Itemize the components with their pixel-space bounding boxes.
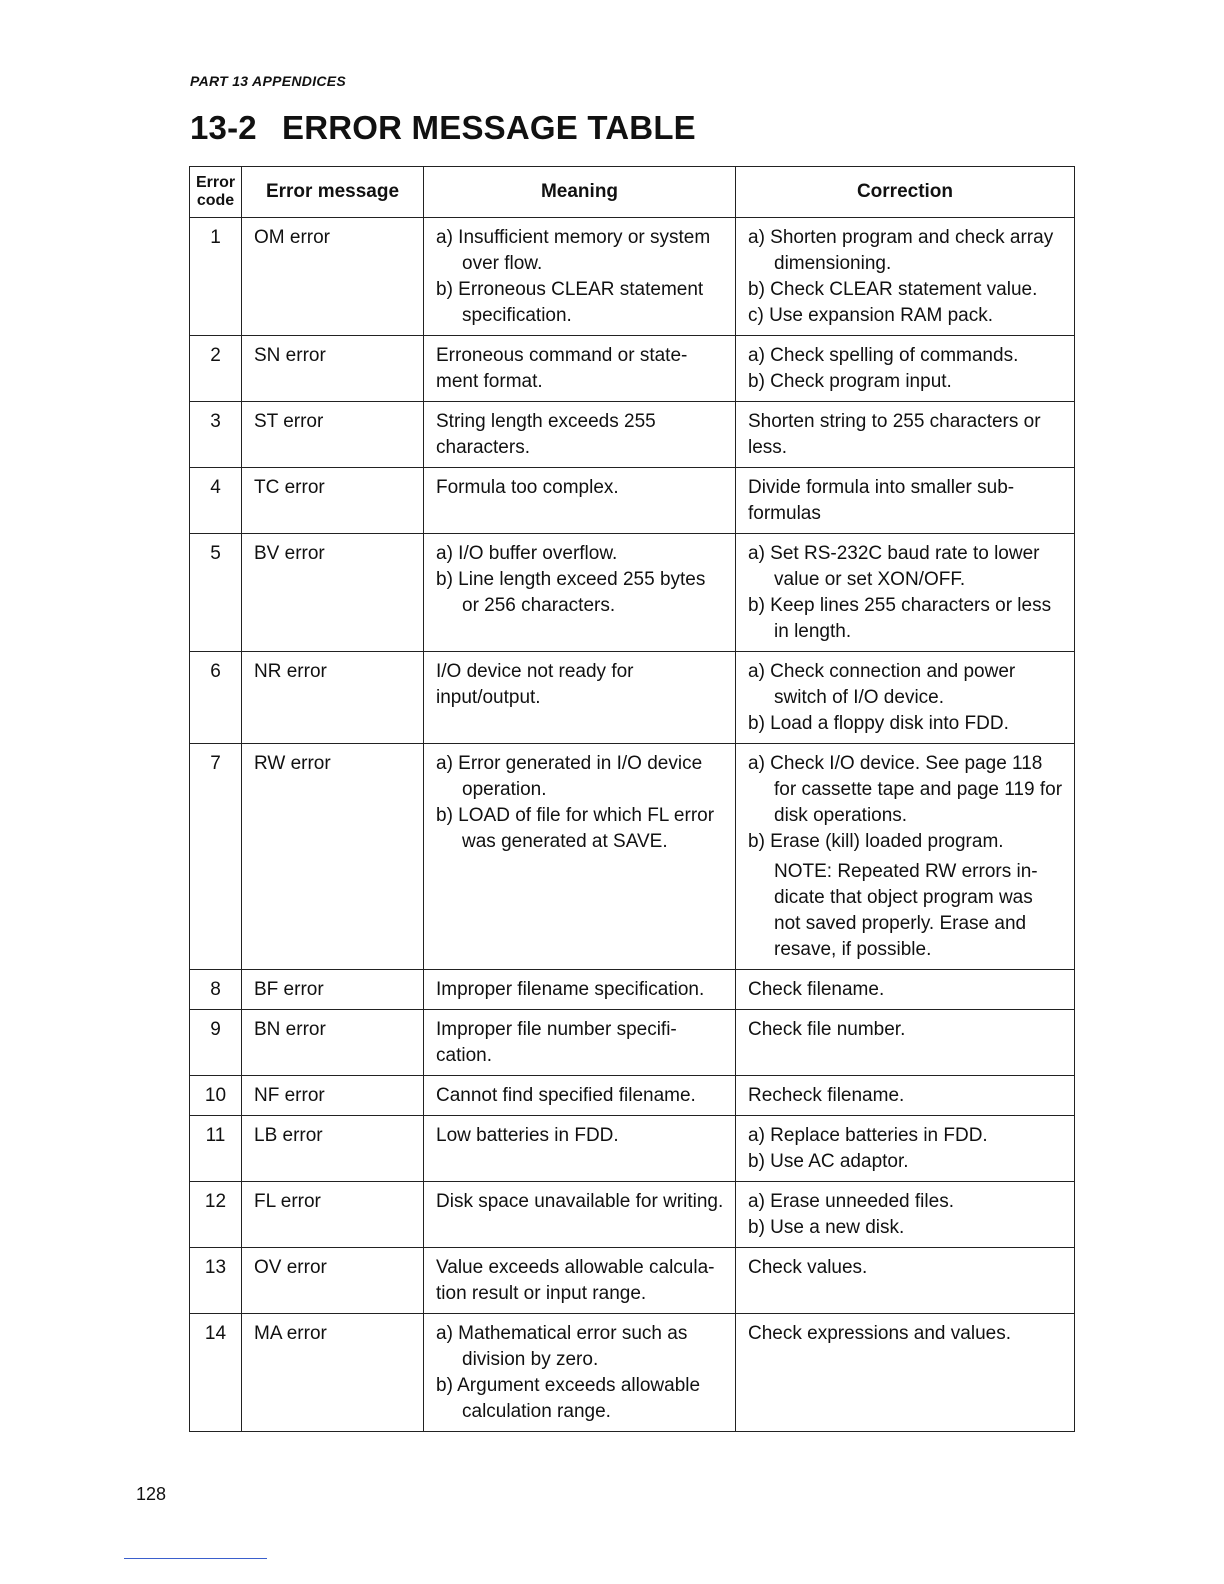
list-item: a) Check connection and power switch of I/O device.: [748, 661, 1016, 708]
error-code: 2: [190, 336, 242, 402]
list-item: Low batteries in FDD.: [436, 1125, 619, 1146]
error-message: ST error: [242, 402, 424, 468]
list-item: Check file number.: [748, 1019, 906, 1040]
list-item: b) Check CLEAR statement value.: [748, 279, 1038, 300]
table-body: [190, 218, 1075, 1432]
correction-cell: [736, 1010, 1075, 1076]
table-row: [190, 1182, 1075, 1248]
list-item: a) Set RS-232C baud rate to lower value or set XON/OFF.: [748, 543, 1040, 590]
list-item: a) I/O buffer overflow.: [436, 543, 618, 564]
meaning-cell: [424, 1182, 736, 1248]
correction-cell: [736, 1248, 1075, 1314]
meaning-cell: [424, 1314, 736, 1432]
list-item: Recheck filename.: [748, 1085, 905, 1106]
part-header: PART 13 APPENDICES: [190, 73, 347, 89]
page-number: 128: [136, 1484, 167, 1504]
list-item: Value exceeds allowable calcula-tion result or input range.: [436, 1257, 715, 1304]
list-item: c) Use expansion RAM pack.: [748, 305, 993, 326]
error-message: SN error: [242, 336, 424, 402]
list-item: a) Mathematical error such as division by zero.: [436, 1323, 688, 1370]
error-message: OM error: [242, 218, 424, 336]
error-message: RW error: [242, 744, 424, 970]
list-item: a) Shorten program and check array dimensioning.: [748, 227, 1054, 274]
table-row: [190, 1248, 1075, 1314]
list-item: b) Load a floppy disk into FDD.: [748, 713, 1009, 734]
list-item: Shorten string to 255 characters or less.: [748, 411, 1041, 458]
correction-cell-list: [748, 541, 1064, 645]
correction-cell: [736, 1116, 1075, 1182]
list-item: Check values.: [748, 1257, 868, 1278]
meaning-cell: [424, 1116, 736, 1182]
meaning-cell: [424, 744, 736, 970]
table-header-row: [190, 167, 1075, 218]
error-code: 13: [190, 1248, 242, 1314]
table-row: [190, 336, 1075, 402]
table-row: [190, 1314, 1075, 1432]
list-item: b) Check program input.: [748, 371, 952, 392]
list-item: a) Error generated in I/O device operation.: [436, 753, 703, 800]
list-item: b) Use AC adaptor.: [748, 1151, 909, 1172]
correction-cell: [736, 1076, 1075, 1116]
list-item: Disk space unavailable for writing.: [436, 1191, 724, 1212]
meaning-cell-list: [436, 343, 725, 395]
error-message: BV error: [242, 534, 424, 652]
table-row: [190, 468, 1075, 534]
list-item: Improper filename specification.: [436, 979, 705, 1000]
correction-cell: [736, 402, 1075, 468]
list-item: a) Insufficient memory or system over flow.: [436, 227, 711, 274]
list-item: b) Erase (kill) loaded program.: [748, 831, 1004, 852]
list-item: b) LOAD of file for which FL error was generated at SAVE.: [436, 805, 715, 852]
list-item: Check filename.: [748, 979, 885, 1000]
correction-cell-list: [748, 475, 1064, 527]
list-item: Divide formula into smaller sub-formulas: [748, 477, 1015, 524]
error-code: 5: [190, 534, 242, 652]
col-header-code-line1: Error: [195, 174, 236, 191]
list-item: Improper file number specifi-cation.: [436, 1019, 677, 1066]
error-message: LB error: [242, 1116, 424, 1182]
error-code: 6: [190, 652, 242, 744]
correction-cell-list: [748, 1189, 1064, 1241]
error-message: MA error: [242, 1314, 424, 1432]
list-item: b) Line length exceed 255 bytes or 256 characters.: [436, 569, 706, 616]
meaning-cell: [424, 1076, 736, 1116]
list-item: b) Erroneous CLEAR statement specification.: [436, 279, 704, 326]
meaning-cell: [424, 468, 736, 534]
error-message: NR error: [242, 652, 424, 744]
correction-cell-list: [748, 1321, 1064, 1347]
correction-cell-list: [748, 409, 1064, 461]
meaning-cell-list: [436, 1083, 725, 1109]
error-code: 11: [190, 1116, 242, 1182]
meaning-cell-list: [436, 659, 725, 711]
col-header-code-line2: code: [196, 192, 235, 209]
correction-cell-list: [748, 343, 1064, 395]
list-item: I/O device not ready for input/output.: [436, 661, 634, 708]
correction-cell: [736, 218, 1075, 336]
list-item: a) Replace batteries in FDD.: [748, 1125, 988, 1146]
list-item: b) Keep lines 255 characters or less in length.: [748, 595, 1052, 642]
error-code: 8: [190, 970, 242, 1010]
meaning-cell: [424, 1248, 736, 1314]
meaning-cell: [424, 652, 736, 744]
section-number: 13-2: [190, 109, 257, 146]
correction-cell: [736, 970, 1075, 1010]
section-title: [190, 109, 696, 147]
meaning-cell-list: [436, 541, 725, 619]
error-code: 10: [190, 1076, 242, 1116]
correction-cell: [736, 1182, 1075, 1248]
correction-cell-list: [748, 225, 1064, 329]
error-code: 12: [190, 1182, 242, 1248]
correction-note: NOTE: Repeated RW errors in-dicate that object program was not saved properly. Erase and resave, if possible.: [774, 861, 1038, 960]
error-message: BN error: [242, 1010, 424, 1076]
meaning-cell-list: [436, 1189, 725, 1215]
meaning-cell-list: [436, 475, 725, 501]
meaning-cell-list: [436, 409, 725, 461]
correction-cell: [736, 534, 1075, 652]
error-message-table: [189, 166, 1075, 1432]
error-code: 1: [190, 218, 242, 336]
meaning-cell-list: [436, 225, 725, 329]
meaning-cell-list: [436, 1017, 725, 1069]
table-row: [190, 534, 1075, 652]
list-item: Cannot find specified filename.: [436, 1085, 696, 1106]
col-header-meaning: Meaning: [424, 167, 736, 218]
table-row: [190, 652, 1075, 744]
section-title-text: ERROR MESSAGE TABLE: [282, 109, 696, 146]
correction-cell-list: [748, 1083, 1064, 1109]
error-code: 14: [190, 1314, 242, 1432]
list-item: Erroneous command or state-ment format.: [436, 345, 688, 392]
list-item: a) Erase unneeded files.: [748, 1191, 954, 1212]
correction-cell-list: [748, 1017, 1064, 1043]
error-message: NF error: [242, 1076, 424, 1116]
correction-cell-list: [748, 977, 1064, 1003]
meaning-cell: [424, 1010, 736, 1076]
meaning-cell: [424, 970, 736, 1010]
error-message: OV error: [242, 1248, 424, 1314]
list-item: Formula too complex.: [436, 477, 619, 498]
table-row: [190, 1076, 1075, 1116]
meaning-cell: [424, 218, 736, 336]
meaning-cell-list: [436, 751, 725, 855]
error-code: 9: [190, 1010, 242, 1076]
correction-cell: [736, 652, 1075, 744]
correction-cell-list: [748, 1123, 1064, 1175]
meaning-cell: [424, 534, 736, 652]
table-row: [190, 402, 1075, 468]
bottom-rule: [124, 1558, 267, 1559]
table-row: [190, 1010, 1075, 1076]
table-row: [190, 744, 1075, 970]
col-header-correction: Correction: [736, 167, 1075, 218]
list-item: String length exceeds 255 characters.: [436, 411, 656, 458]
error-code: 7: [190, 744, 242, 970]
list-item: a) Check I/O device. See page 118 for cassette tape and page 119 for disk operations.: [748, 753, 1063, 826]
table-row: [190, 218, 1075, 336]
error-code: 4: [190, 468, 242, 534]
error-message: TC error: [242, 468, 424, 534]
meaning-cell-list: [436, 1255, 725, 1307]
correction-cell-list: [748, 1255, 1064, 1281]
list-item: b) Use a new disk.: [748, 1217, 905, 1238]
correction-cell: [736, 1314, 1075, 1432]
table-row: [190, 1116, 1075, 1182]
correction-cell-list: [748, 751, 1064, 855]
error-code: 3: [190, 402, 242, 468]
list-item: Check expressions and values.: [748, 1323, 1011, 1344]
col-header-message: Error message: [242, 167, 424, 218]
meaning-cell: [424, 336, 736, 402]
correction-cell: [736, 744, 1075, 970]
table-row: [190, 970, 1075, 1010]
correction-cell: [736, 336, 1075, 402]
correction-cell: [736, 468, 1075, 534]
correction-cell-list: [748, 659, 1064, 737]
list-item: b) Argument exceeds allowable calculation range.: [436, 1375, 701, 1422]
list-item: a) Check spelling of commands.: [748, 345, 1019, 366]
col-header-code: [190, 167, 242, 218]
meaning-cell: [424, 402, 736, 468]
meaning-cell-list: [436, 1123, 725, 1149]
meaning-cell-list: [436, 977, 725, 1003]
error-message: BF error: [242, 970, 424, 1010]
error-message: FL error: [242, 1182, 424, 1248]
meaning-cell-list: [436, 1321, 725, 1425]
